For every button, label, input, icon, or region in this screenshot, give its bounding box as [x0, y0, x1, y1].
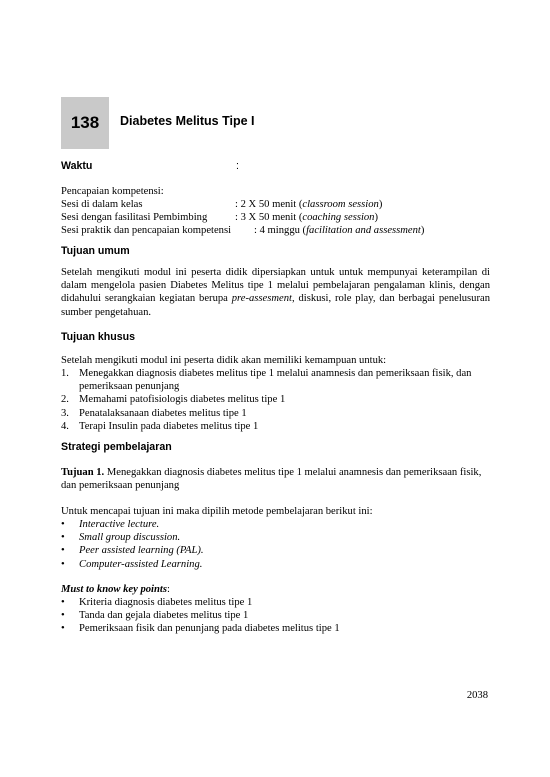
metode-list: [61, 518, 490, 571]
tujuan-khusus-heading: Tujuan khusus: [61, 331, 135, 343]
kompetensi-row-kelas: [61, 198, 383, 211]
kompetensi-label: Sesi praktik dan pencapaian kompetensi: [61, 225, 232, 236]
list-item: 2. Memahami patofisiologis diabetes melitus tipe 1: [61, 394, 286, 406]
tujuan-1-label: Tujuan 1.: [61, 467, 105, 478]
waktu-label: Waktu: [61, 160, 93, 172]
tujuan-khusus-intro: Setelah mengikuti modul ini peserta didik akan memiliki kemampuan untuk:: [61, 355, 387, 366]
page-number: 2038: [466, 690, 488, 701]
tujuan-1-text: Tujuan 1. Menegakkan diagnosis diabetes melitus tipe 1 melalui anamnesis dan pemeriksaan fisik, dan pemeriksaan penunjang: [61, 467, 482, 492]
strategi-heading: Strategi pembelajaran: [61, 441, 172, 453]
key-points-list: [61, 596, 490, 636]
list-item: • Kriteria diagnosis diabetes melitus tipe 1: [61, 597, 253, 608]
tujuan-umum-heading: Tujuan umum: [61, 245, 130, 257]
kompetensi-value: : 3 X 50 menit (coaching session): [235, 212, 379, 223]
chapter-number-box: [61, 97, 109, 149]
list-item: • Tanda dan gejala diabetes melitus tipe 1: [61, 610, 249, 622]
list-item: • Small group discussion.: [61, 532, 181, 544]
kompetensi-label: Sesi di dalam kelas: [61, 199, 143, 210]
waktu-separator: :: [236, 160, 239, 172]
list-item: 4. Terapi Insulin pada diabetes melitus tipe 1: [61, 420, 259, 432]
kompetensi-row-praktik: [61, 224, 425, 237]
list-item: 3. Penatalaksanaan diabetes melitus tipe 1: [61, 407, 247, 419]
list-item: 1. Menegakkan diagnosis diabetes melitus tipe 1 melalui anamnesis dan pemeriksaan fisik, dan pemeriksaan penunjang: [61, 368, 472, 393]
list-item: • Pemeriksaan fisik dan penunjang pada diabetes melitus tipe 1: [61, 623, 340, 635]
key-points-heading: Must to know key points:: [61, 584, 170, 595]
waktu-row: [61, 160, 239, 173]
tujuan-umum-text: Setelah mengikuti modul ini peserta didik dipersiapkan untuk untuk mempunyai keterampilan di dalam mengelola pasien Diabetes Melitus tipe 1 melalui pembelajaran pengalaman klinis, dengan didahului serangkaian kegiatan berupa pre-assesment, diskusi, role play, dan berbagai penelusuran sumber pengetahuan.: [61, 267, 491, 318]
kompetensi-heading: Pencapaian kompetensi:: [61, 186, 164, 197]
chapter-title: Diabetes Melitus Tipe I: [120, 114, 255, 128]
tujuan-khusus-list: [61, 367, 490, 433]
metode-intro: Untuk mencapai tujuan ini maka dipilih metode pembelajaran berikut ini:: [61, 506, 373, 517]
kompetensi-value: : 4 minggu (facilitation and assessment): [254, 225, 425, 236]
list-item: • Computer-assisted Learning.: [61, 558, 203, 570]
kompetensi-value: : 2 X 50 menit (classroom session): [235, 199, 383, 210]
list-item: • Interactive lecture.: [61, 519, 160, 530]
list-item: • Peer assisted learning (PAL).: [61, 545, 204, 557]
kompetensi-label: Sesi dengan fasilitasi Pembimbing: [61, 212, 208, 223]
kompetensi-row-pembimbing: [61, 211, 379, 224]
chapter-number: 138: [70, 113, 100, 132]
